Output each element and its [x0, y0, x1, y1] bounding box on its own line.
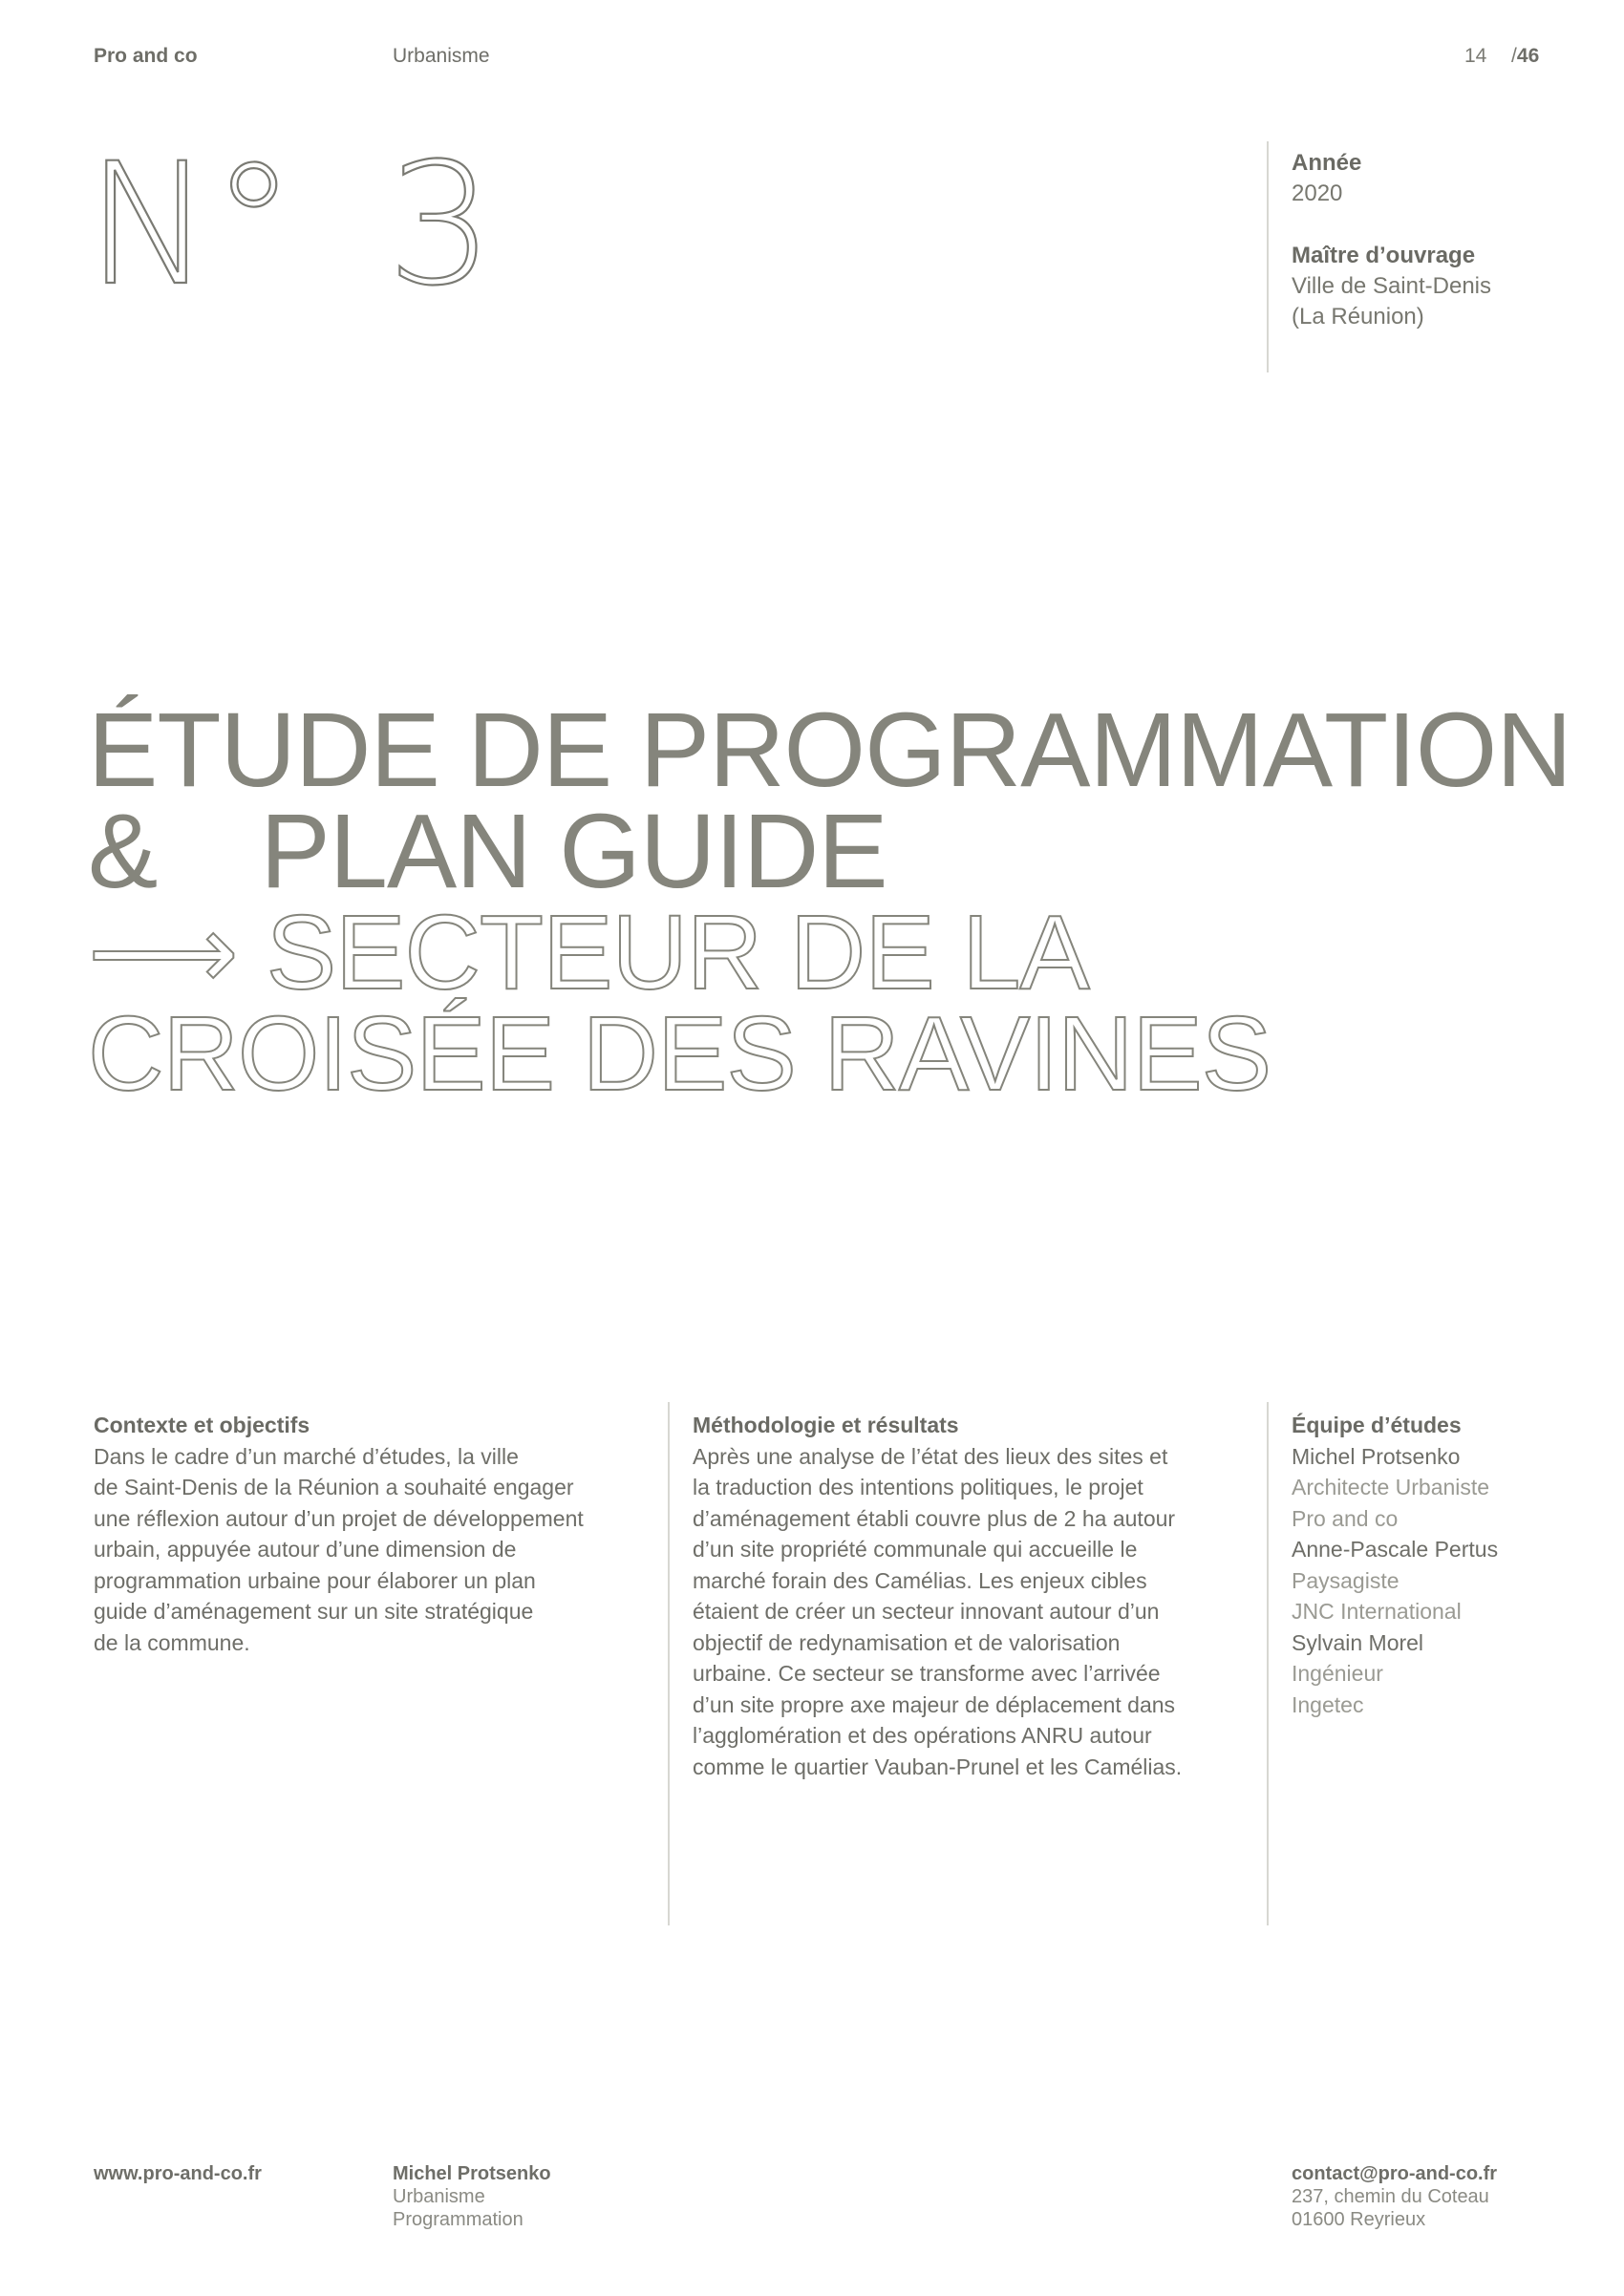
context-line: programmation urbaine pour élaborer un plan: [94, 1567, 536, 1593]
context-line: urbain, appuyée autour d’une dimension de: [94, 1537, 517, 1562]
number-prefix: N°: [86, 127, 296, 323]
context-line: de la commune.: [94, 1629, 250, 1655]
address-line-2: 01600 Reyrieux: [1292, 2209, 1426, 2230]
context-line: de Saint-Denis de la Réunion a souhaité engager: [94, 1475, 574, 1499]
arrow-right-icon: ⟶: [88, 894, 238, 1011]
number-value: 3: [387, 127, 494, 323]
method-line: étaient de créer un secteur innovant autour d’un: [693, 1599, 1160, 1624]
page-total: 46: [1516, 45, 1540, 67]
method-line: la traduction des intentions politiques, le projet: [693, 1475, 1143, 1499]
method-line: d’un site propre axe majeur de déplacement dans: [693, 1691, 1176, 1717]
team-member-org: Ingetec: [1292, 1691, 1364, 1717]
context-heading: Contexte et objectifs: [94, 1413, 310, 1437]
team-member-name: Anne-Pascale Pertus: [1292, 1537, 1499, 1562]
context-line: Dans le cadre d’un marché d’études, la ville: [94, 1443, 519, 1469]
footer-person: [393, 2162, 551, 2231]
team-member-role: Architecte Urbaniste: [1292, 1475, 1490, 1499]
team-member-role: Paysagiste: [1292, 1567, 1400, 1593]
footer-website[interactable]: [94, 2162, 262, 2185]
team-member-org: JNC International: [1292, 1599, 1462, 1624]
method-line: marché forain des Camélias. Les enjeux cibles: [693, 1567, 1147, 1593]
team-section: [1292, 1410, 1607, 1720]
header-section: Urbanisme: [393, 45, 490, 67]
team-member-role: Ingénieur: [1292, 1661, 1383, 1686]
method-line: comme le quartier Vauban-Prunel et les Camélias.: [693, 1754, 1183, 1779]
team-member-name: Michel Protsenko: [1292, 1443, 1461, 1469]
method-heading: Méthodologie et résultats: [693, 1413, 959, 1437]
title-line-4: CROISÉE DES RAVINES: [88, 995, 1271, 1113]
title-line-3: [88, 894, 1089, 1011]
method-line: d’aménagement établi couvre plus de 2 ha autour: [693, 1505, 1176, 1531]
footer-person-name: Michel Protsenko: [393, 2163, 551, 2184]
page-slash: /: [1511, 45, 1517, 67]
title-plan-guide: PLAN GUIDE: [260, 793, 887, 910]
page-current: 14: [1464, 45, 1487, 67]
method-line: objectif de redynamisation et de valorisation: [693, 1629, 1121, 1655]
footer-person-line-1: Urbanisme: [393, 2186, 485, 2207]
footer-person-line-2: Programmation: [393, 2209, 524, 2230]
title-line-1: ÉTUDE DE PROGRAMMATION: [88, 691, 1571, 809]
title-secteur: SECTEUR DE LA: [266, 894, 1089, 1011]
context-section: [94, 1410, 648, 1658]
team-member-org: Pro and co: [1292, 1505, 1399, 1531]
title-ampersand: &: [88, 793, 158, 910]
context-line: guide d’aménagement sur un site stratégique: [94, 1599, 534, 1624]
footer-contact: [1292, 2162, 1497, 2231]
team-member-name: Sylvain Morel: [1292, 1629, 1424, 1655]
meta-block: [1292, 148, 1491, 332]
page-indicator: [1464, 44, 1539, 69]
year-label: Année: [1292, 150, 1362, 176]
client-line-1: Ville de Saint-Denis: [1292, 273, 1492, 299]
method-line: d’un site propriété communale qui accueille le: [693, 1537, 1138, 1562]
column-divider-2: [1267, 1402, 1269, 1925]
method-line: l’agglomération et des opérations ANRU autour: [693, 1723, 1152, 1748]
header-brand: Pro and co: [94, 45, 198, 67]
method-line: urbaine. Ce secteur se transforme avec l’arrivée: [693, 1661, 1161, 1686]
email-link[interactable]: contact@pro-and-co.fr: [1292, 2163, 1498, 2184]
title-line-2: [88, 793, 887, 910]
team-heading: Équipe d’études: [1292, 1413, 1462, 1437]
client-label: Maître d’ouvrage: [1292, 243, 1476, 268]
meta-divider: [1267, 141, 1269, 372]
method-line: Après une analyse de l’état des lieux des sites et: [693, 1443, 1168, 1469]
website-link[interactable]: www.pro-and-co.fr: [94, 2163, 262, 2184]
column-divider-1: [668, 1402, 670, 1925]
client-line-2: (La Réunion): [1292, 304, 1424, 330]
context-line: une réflexion autour d’un projet de développement: [94, 1505, 584, 1531]
method-section: [693, 1410, 1256, 1782]
address-line-1: 237, chemin du Coteau: [1292, 2186, 1489, 2207]
year-value: 2020: [1292, 181, 1343, 206]
